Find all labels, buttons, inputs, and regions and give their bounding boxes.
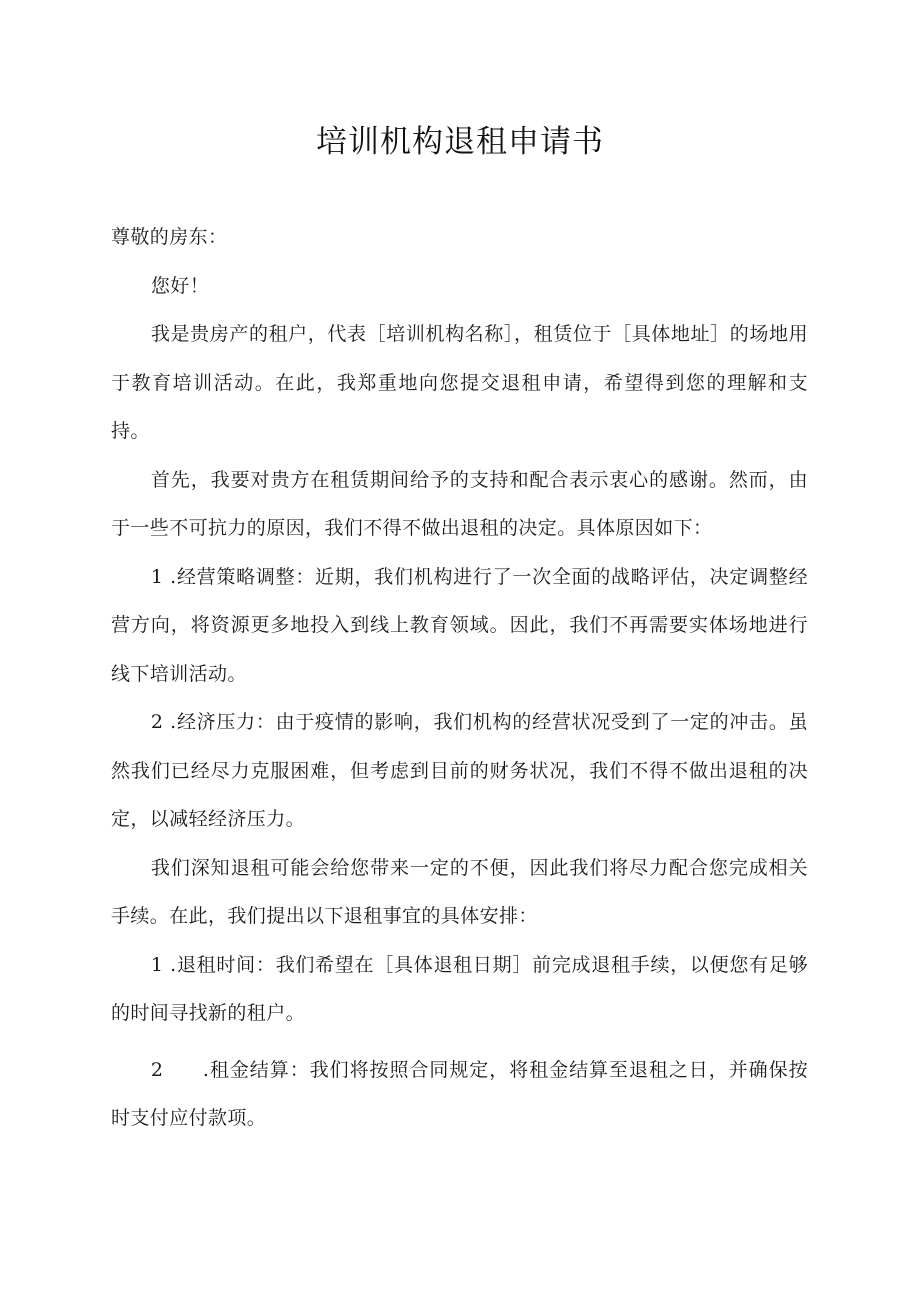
reason-2-text: .经济压力：由于疫情的影响，我们机构的经营状况受到了一定的冲击。虽然我们已经尽力克服困难，但考虑到目前的财务状况，我们不得不做出退租的决定，以减轻经济压力。 [111,711,808,830]
arrangement-item-1 [111,941,808,1038]
item-1-number: 1 [150,953,164,976]
item-1-text: .退租时间：我们希望在［具体退租日期］前完成退租手续，以便您有足够的时间寻找新的租户。 [111,953,808,1024]
reason-1-text: .经营策略调整：近期，我们机构进行了一次全面的战略评估，决定调整经营方向，将资源更多地投入到线上教育领域。因此，我们不再需要实体场地进行线下培训活动。 [111,565,808,685]
item-2-number: 2 [150,1058,164,1081]
item-2-text: .租金结算：我们将按照合同规定，将租金结算至退租之日，并确保按时支付应付款项。 [111,1058,808,1129]
document-body [111,213,808,1143]
reason-item-1 [111,553,808,699]
arrangement-paragraph: 我们深知退租可能会给您带来一定的不便，因此我们将尽力配合您完成相关手续。在此，我们提出以下退租事宜的具体安排： [111,856,808,927]
greeting: 您好！ [150,274,210,297]
salutation: 尊敬的房东： [111,226,228,248]
intro-paragraph: 我是贵房产的租户，代表［培训机构名称］，租赁位于［具体地址］的场地用于教育培训活动。在此，我郑重地向您提交退租申请，希望得到您的理解和支持。 [111,323,808,442]
reason-item-2 [111,698,808,844]
arrangement-item-2 [111,1046,808,1143]
reason-1-number: 1 [150,565,164,588]
thanks-paragraph: 首先，我要对贵方在租赁期间给予的支持和配合表示衷心的感谢。然而，由于一些不可抗力的原因，我们不得不做出退租的决定。具体原因如下： [111,468,808,539]
document-title: 培训机构退租申请书 [316,124,604,160]
reason-2-number: 2 [150,711,164,733]
